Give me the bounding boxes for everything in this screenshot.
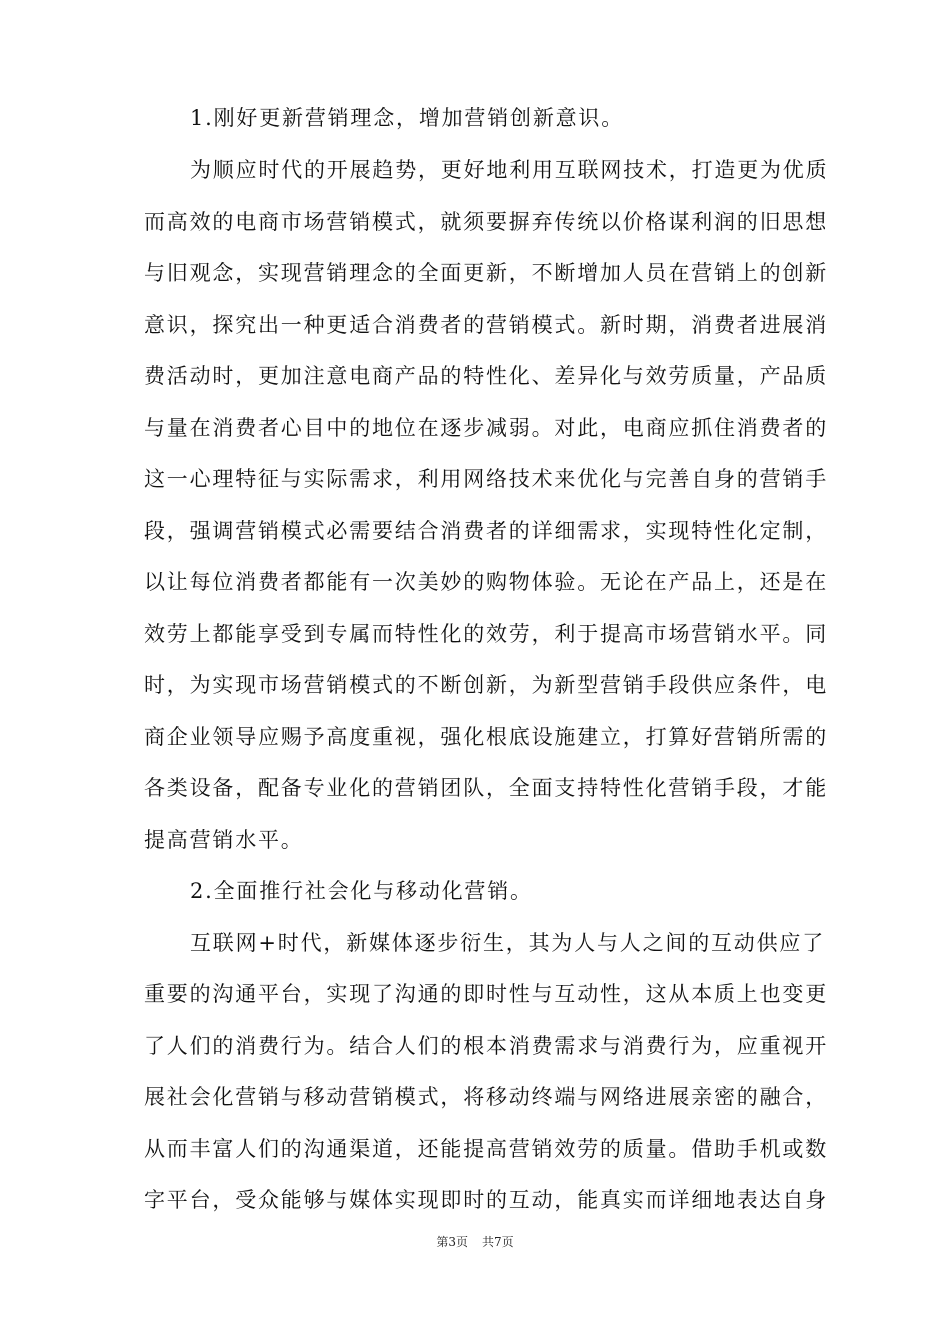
heading-1: 1.刚好更新营销理念，增加营销创新意识。 [190, 106, 625, 130]
heading-2: 2.全面推行社会化与移动化营销。 [190, 879, 533, 903]
paragraph-line: 互联网+时代，新媒体逐步衍生，其为人与人之间的互动供应了 [190, 931, 825, 955]
paragraph-line: 而高效的电商市场营销模式，就须要摒弃传统以价格谋利润的旧思想 [144, 210, 828, 234]
paragraph-line: 展社会化营销与移动营销模式，将移动终端与网络进展亲密的融合， [144, 1085, 828, 1109]
paragraph-line: 了人们的消费行为。结合人们的根本消费需求与消费行为，应重视开 [144, 1034, 828, 1058]
paragraph-line: 与旧观念，实现营销理念的全面更新，不断增加人员在营销上的创新 [144, 261, 828, 285]
page-number: 第3页 [436, 1235, 468, 1249]
paragraph-line: 提高营销水平。 [144, 828, 304, 852]
paragraph-line: 商企业领导应赐予高度重视，强化根底设施建立，打算好营销所需的 [144, 725, 828, 749]
paragraph-line: 以让每位消费者都能有一次美妙的购物体验。无论在产品上，还是在 [144, 570, 828, 594]
paragraph-line: 意识，探究出一种更适合消费者的营销模式。新时期，消费者进展消 [144, 313, 828, 337]
paragraph-line: 与量在消费者心目中的地位在逐步减弱。对此，电商应抓住消费者的 [144, 416, 828, 440]
paragraph-line: 重要的沟通平台，实现了沟通的即时性与互动性，这从本质上也变更 [144, 982, 828, 1006]
paragraph-line: 各类设备，配备专业化的营销团队，全面支持特性化营销手段，才能 [144, 776, 828, 800]
page-footer [0, 1234, 950, 1250]
paragraph-line: 从而丰富人们的沟通渠道，还能提高营销效劳的质量。借助手机或数 [144, 1137, 828, 1161]
paragraph-line: 费活动时，更加注意电商产品的特性化、差异化与效劳质量，产品质 [144, 364, 828, 388]
paragraph-line: 效劳上都能享受到专属而特性化的效劳，利于提高市场营销水平。同 [144, 622, 828, 646]
paragraph-line: 段，强调营销模式必需要结合消费者的详细需求，实现特性化定制， [144, 519, 828, 543]
paragraph-line: 为顺应时代的开展趋势，更好地利用互联网技术，打造更为优质 [190, 158, 829, 182]
page-total: 共7页 [482, 1235, 514, 1249]
paragraph-line: 时，为实现市场营销模式的不断创新，为新型营销手段供应条件，电 [144, 673, 828, 697]
paragraph-line: 这一心理特征与实际需求，利用网络技术来优化与完善自身的营销手 [144, 467, 828, 491]
paragraph-line: 字平台，受众能够与媒体实现即时的互动，能真实而详细地表达自身 [144, 1188, 828, 1212]
